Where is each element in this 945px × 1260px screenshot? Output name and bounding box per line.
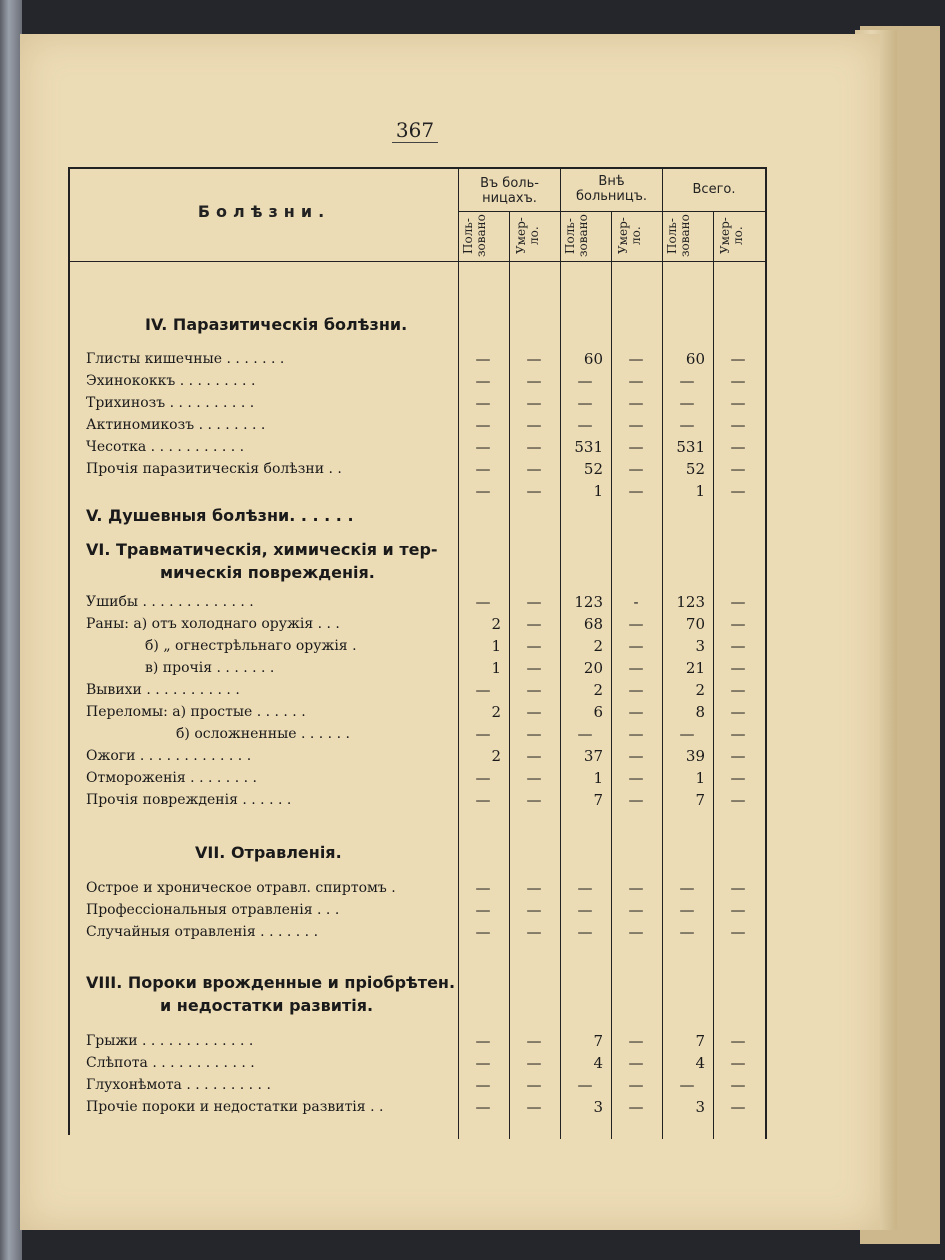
table-cell: —: [526, 659, 542, 677]
table-cell: —: [475, 460, 491, 478]
table-cell: —: [679, 901, 695, 919]
table-cell: —: [475, 394, 491, 412]
table-cell: —: [730, 769, 746, 787]
table-cell: —: [730, 1076, 746, 1094]
table-cell: —: [526, 593, 542, 611]
subheader-used-3: Поль- зовано: [665, 214, 692, 258]
table-cell: —: [628, 1032, 644, 1050]
table-cell: —: [628, 791, 644, 809]
table-cell: —: [526, 350, 542, 368]
table-cell: —: [526, 747, 542, 765]
table-cell: —: [526, 703, 542, 721]
table-cell: 60: [685, 350, 705, 368]
row-label: Прочіе пороки и недостатки развитія . .: [86, 1099, 384, 1115]
row-label: Переломы: а) простые . . . . . .: [86, 704, 306, 720]
table-cell: 1: [593, 769, 603, 787]
row-label: Вывихи . . . . . . . . . . .: [86, 682, 240, 698]
table-cell: —: [526, 460, 542, 478]
table-cell: —: [526, 879, 542, 897]
in-hospitals-header: Въ боль- ницахъ.: [480, 176, 539, 206]
table-cell: —: [628, 416, 644, 434]
table-cell: —: [679, 725, 695, 743]
table-cell: 7: [695, 791, 705, 809]
table-cell: —: [628, 769, 644, 787]
table-cell: —: [730, 659, 746, 677]
table-cell: —: [628, 923, 644, 941]
row-label: Отмороженія . . . . . . . .: [86, 770, 257, 786]
table-cell: —: [730, 593, 746, 611]
table-cell: —: [628, 1054, 644, 1072]
table-cell: —: [730, 879, 746, 897]
row-label: Ушибы . . . . . . . . . . . . .: [86, 594, 254, 610]
table-cell: —: [475, 681, 491, 699]
table-cell: 4: [593, 1054, 603, 1072]
table-cell: —: [577, 372, 593, 390]
table-cell: —: [475, 438, 491, 456]
row-label: Чесотка . . . . . . . . . . .: [86, 439, 245, 455]
table-cell: —: [526, 416, 542, 434]
table-cell: —: [730, 350, 746, 368]
diseases-header: Болѣзни.: [197, 202, 331, 221]
row-label: в) прочія . . . . . . .: [145, 660, 275, 676]
table-cell: 8: [695, 703, 705, 721]
table-cell: 1: [491, 637, 501, 655]
row-label: Трихинозъ . . . . . . . . . .: [86, 395, 255, 411]
table-cell: —: [730, 394, 746, 412]
table-cell: 123: [676, 593, 705, 611]
table-cell: —: [730, 923, 746, 941]
table-cell: —: [628, 681, 644, 699]
table-cell: —: [526, 438, 542, 456]
table-cell: —: [628, 394, 644, 412]
row-label: Актиномикозъ . . . . . . . .: [86, 417, 266, 433]
table-cell: —: [577, 394, 593, 412]
table-cell: —: [526, 1032, 542, 1050]
table-cell: —: [577, 923, 593, 941]
table-cell: 68: [583, 615, 603, 633]
table-cell: —: [475, 1032, 491, 1050]
book-spine: [0, 0, 22, 1260]
table-cell: —: [730, 637, 746, 655]
table-cell: —: [730, 725, 746, 743]
table-cell: —: [526, 791, 542, 809]
table-cell: —: [628, 725, 644, 743]
row-label: Глисты кишечные . . . . . . .: [86, 351, 285, 367]
table-cell: 20: [583, 659, 603, 677]
table-cell: —: [730, 372, 746, 390]
table-cell: —: [475, 1098, 491, 1116]
table-cell: —: [526, 394, 542, 412]
table-cell: 52: [583, 460, 603, 478]
table-cell: —: [475, 923, 491, 941]
page-number: [0, 118, 830, 142]
subheader-died-1: Умер- ло.: [514, 217, 541, 255]
table-cell: —: [628, 747, 644, 765]
table-cell: —: [526, 1076, 542, 1094]
section-heading: IV. Паразитическія болѣзни.: [145, 315, 408, 334]
table-cell: —: [628, 372, 644, 390]
table-cell: —: [526, 1098, 542, 1116]
table-cell: —: [526, 1054, 542, 1072]
table-cell: —: [730, 416, 746, 434]
table-cell: —: [730, 1054, 746, 1072]
table-cell: —: [628, 350, 644, 368]
table-cell: -: [633, 593, 639, 611]
table-cell: —: [526, 372, 542, 390]
table-cell: 39: [685, 747, 705, 765]
table-cell: 2: [491, 703, 501, 721]
table-cell: —: [526, 637, 542, 655]
table-cell: —: [475, 482, 491, 500]
table-cell: —: [730, 791, 746, 809]
table-cell: —: [730, 703, 746, 721]
row-label: Слѣпота . . . . . . . . . . . .: [86, 1055, 255, 1071]
table-cell: —: [526, 901, 542, 919]
table-cell: 37: [583, 747, 603, 765]
table-cell: —: [475, 1076, 491, 1094]
table-cell: —: [577, 901, 593, 919]
table-cell: —: [730, 482, 746, 500]
table-cell: —: [628, 1098, 644, 1116]
table-cell: 3: [695, 637, 705, 655]
table-cell: —: [730, 615, 746, 633]
group-bottom-rule: [458, 211, 767, 212]
table-cell: —: [628, 879, 644, 897]
table-cell: —: [475, 593, 491, 611]
section-heading: и недостатки развитія.: [160, 996, 374, 1015]
row-label: Профессіональныя отравленія . . .: [86, 902, 340, 918]
table-cell: —: [730, 1098, 746, 1116]
row-label: Ожоги . . . . . . . . . . . . .: [86, 748, 252, 764]
table-cell: 1: [695, 769, 705, 787]
table-cell: 6: [593, 703, 603, 721]
table-cell: —: [679, 416, 695, 434]
table-cell: —: [730, 747, 746, 765]
table-cell: —: [526, 615, 542, 633]
table-cell: 2: [491, 747, 501, 765]
row-label: Эхинококкъ . . . . . . . . .: [86, 373, 256, 389]
table-cell: 531: [676, 438, 705, 456]
table-cell: 2: [491, 615, 501, 633]
table-cell: —: [577, 879, 593, 897]
table-cell: 70: [685, 615, 705, 633]
table-cell: —: [526, 725, 542, 743]
table-cell: 3: [593, 1098, 603, 1116]
subheader-died-3: Умер- ло.: [718, 217, 745, 255]
subheader-used-2: Поль- зовано: [563, 214, 590, 258]
table-cell: —: [679, 923, 695, 941]
table-cell: 1: [593, 482, 603, 500]
table-cell: —: [679, 394, 695, 412]
table-cell: 1: [695, 482, 705, 500]
table-cell: —: [628, 637, 644, 655]
table-cell: —: [628, 901, 644, 919]
table-cell: 531: [574, 438, 603, 456]
section-heading: V. Душевныя болѣзни. . . . . .: [86, 506, 354, 525]
table-cell: 4: [695, 1054, 705, 1072]
row-label: Раны: а) отъ холоднаго оружія . . .: [86, 616, 340, 632]
row-label: Прочія поврежденія . . . . . .: [86, 792, 292, 808]
table-cell: 2: [695, 681, 705, 699]
table-cell: —: [475, 901, 491, 919]
table-cell: —: [628, 482, 644, 500]
table-cell: 1: [491, 659, 501, 677]
table-cell: —: [475, 769, 491, 787]
table-cell: —: [730, 460, 746, 478]
row-label: б) „ огнестрѣльнаго оружія .: [145, 638, 357, 654]
row-label: Острое и хроническое отравл. спиртомъ .: [86, 880, 396, 896]
table-cell: —: [730, 901, 746, 919]
table-cell: 7: [593, 791, 603, 809]
table-cell: 123: [574, 593, 603, 611]
table-cell: —: [475, 416, 491, 434]
table-cell: —: [679, 1076, 695, 1094]
row-label: Глухонѣмота . . . . . . . . . .: [86, 1077, 271, 1093]
table-cell: —: [526, 923, 542, 941]
table-cell: —: [475, 791, 491, 809]
table-cell: 2: [593, 637, 603, 655]
table-cell: —: [577, 416, 593, 434]
section-heading: VI. Травматическія, химическія и тер-: [86, 540, 438, 559]
table-cell: 21: [685, 659, 705, 677]
table-cell: —: [475, 372, 491, 390]
table-cell: 3: [695, 1098, 705, 1116]
table-cell: —: [628, 460, 644, 478]
table-cell: 52: [685, 460, 705, 478]
table-cell: —: [526, 482, 542, 500]
table-cell: —: [628, 615, 644, 633]
table-cell: 60: [583, 350, 603, 368]
table-cell: —: [577, 1076, 593, 1094]
table-cell: —: [475, 879, 491, 897]
outside-hospitals-header: Внѣ больницъ.: [575, 174, 648, 204]
table-cell: —: [628, 703, 644, 721]
section-heading: VIII. Пороки врожденные и пріобрѣтен.: [86, 973, 456, 992]
total-header: Всего.: [692, 182, 736, 197]
subheader-died-2: Умер- ло.: [616, 217, 643, 255]
table-cell: —: [628, 438, 644, 456]
table-cell: 7: [695, 1032, 705, 1050]
table-cell: —: [679, 879, 695, 897]
table-cell: —: [628, 659, 644, 677]
row-label: б) осложненные . . . . . .: [176, 726, 350, 742]
table-cell: 2: [593, 681, 603, 699]
row-label: Грыжи . . . . . . . . . . . . .: [86, 1033, 254, 1049]
table-cell: —: [730, 1032, 746, 1050]
table-right-rule: [765, 167, 767, 1139]
page-number-text: 367: [392, 118, 438, 143]
subheader-used-1: Поль- зовано: [461, 214, 488, 258]
table-cell: —: [730, 681, 746, 699]
section-heading: мическія поврежденія.: [160, 563, 375, 582]
table-cell: —: [475, 725, 491, 743]
table-cell: —: [526, 769, 542, 787]
table-cell: —: [730, 438, 746, 456]
table-cell: —: [577, 725, 593, 743]
row-label: Прочія паразитическія болѣзни . .: [86, 461, 342, 477]
table-cell: —: [475, 1054, 491, 1072]
section-heading: VII. Отравленія.: [195, 843, 342, 862]
table-cell: 7: [593, 1032, 603, 1050]
table-cell: —: [475, 350, 491, 368]
table-cell: —: [679, 372, 695, 390]
row-label: Случайныя отравленія . . . . . . .: [86, 924, 319, 940]
table-left-rule: [68, 167, 70, 1135]
table-cell: —: [628, 1076, 644, 1094]
table-cell: —: [526, 681, 542, 699]
